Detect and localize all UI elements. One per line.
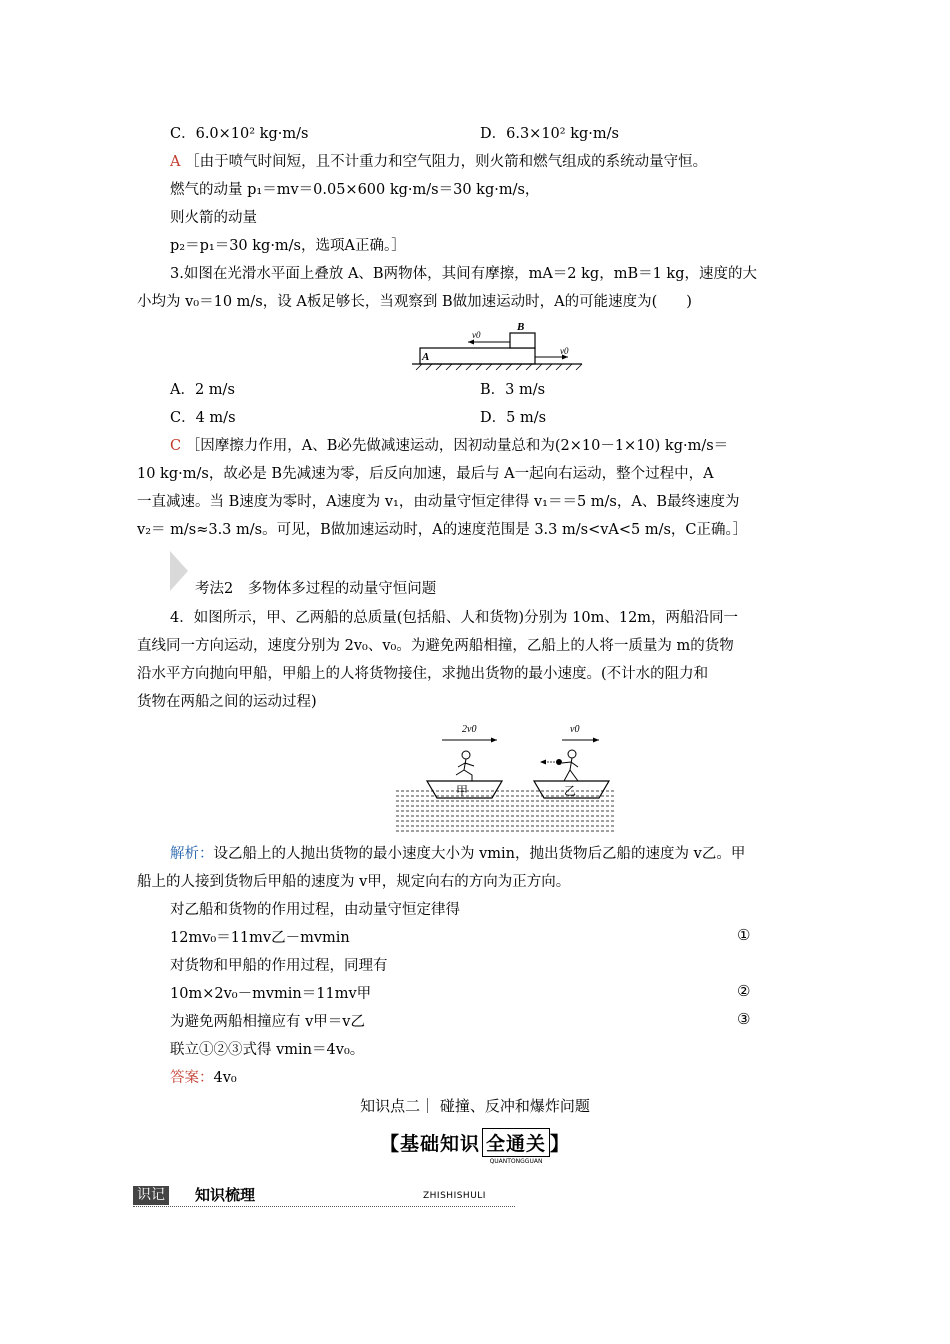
solution-3-line-2: 10 kg·m/s，故必是 B先减速为零，后反向加速，最后与 A一起向右运动，整个过程中，A bbox=[137, 466, 714, 482]
banner-highlight-text: 全通关 bbox=[486, 1133, 547, 1155]
boat-yi-label: 乙 bbox=[564, 784, 577, 798]
option-c: C．4 m/s bbox=[170, 410, 236, 426]
option-c-prev: C．6.0×10² kg·m/s bbox=[170, 126, 309, 142]
equation-2: 10m×2v₀－mvmin＝11mv甲 bbox=[170, 986, 372, 1002]
banner-bracket-left: 【 bbox=[379, 1133, 400, 1155]
memorize-tag: 识记 bbox=[133, 1186, 169, 1205]
figure-blocks bbox=[410, 318, 585, 374]
option-d: D．5 m/s bbox=[480, 410, 547, 426]
cargo-ball bbox=[556, 759, 562, 765]
question-4-line-1: 4．如图所示，甲、乙两船的总质量(包括船、人和货物)分别为 10m、12m，两船沿同一 bbox=[170, 610, 739, 626]
section-marker-icon bbox=[170, 551, 188, 591]
analysis-label: 解析： bbox=[170, 846, 214, 862]
label-v0: v0 bbox=[570, 724, 580, 735]
arrowhead-2v0 bbox=[491, 738, 497, 743]
label-2v0: 2v0 bbox=[462, 724, 477, 735]
answer-text: ［由于喷气时间短，且不计重力和空气阻力，则火箭和燃气组成的系统动量守恒。 bbox=[185, 154, 708, 170]
banner-bracket-right: 】 bbox=[550, 1133, 571, 1155]
person-jia-icon bbox=[456, 751, 474, 781]
equation-2-number: ② bbox=[737, 982, 751, 1000]
ground-hatch bbox=[416, 364, 582, 370]
answer-line-3: 则火箭的动量 bbox=[170, 210, 257, 226]
answer-letter: A bbox=[170, 154, 181, 170]
answer-value: 4v₀ bbox=[213, 1070, 237, 1086]
basic-knowledge-banner bbox=[0, 1128, 950, 1165]
equation-3: 为避免两船相撞应有 v甲＝v乙 bbox=[170, 1014, 365, 1030]
answer-line-2: 燃气的动量 p₁＝mv＝0.05×600 kg·m/s＝30 kg·m/s， bbox=[170, 182, 540, 198]
answer-line-4: p₂＝p₁＝30 kg·m/s，选项A正确。］ bbox=[170, 238, 406, 254]
label-v0-top: v0 bbox=[472, 330, 481, 340]
option-a: A．2 m/s bbox=[170, 382, 235, 398]
arrowhead-v0 bbox=[593, 738, 599, 743]
arrowhead-left bbox=[468, 340, 474, 345]
analysis-line-5: 联立①②③式得 vmin＝4v₀。 bbox=[170, 1042, 365, 1058]
analysis-line-4: 对货物和甲船的作用过程，同理有 bbox=[170, 958, 388, 974]
analysis-line-3: 对乙船和货物的作用过程，由动量守恒定律得 bbox=[170, 902, 460, 918]
equation-1-number: ① bbox=[737, 926, 751, 944]
option-b: B．3 m/s bbox=[480, 382, 546, 398]
solution-text: ［因摩擦力作用，A、B必先做减速运动，因初动量总和为(2×10－1×10) kg·m/s＝ bbox=[185, 438, 729, 454]
solution-3-line-4: v₂＝ m/s≈3.3 m/s。可见，B做加速运动时，A的速度范围是 3.3 m/s<vA<5 m/s，C正确。］ bbox=[137, 522, 748, 538]
solution-3-line-1 bbox=[170, 436, 728, 456]
knowledge-summary-header bbox=[133, 1186, 515, 1207]
equation-1: 12mv₀＝11mv乙－mvmin bbox=[170, 930, 350, 946]
answer-line-1 bbox=[170, 152, 707, 172]
knowledge-point-2-heading: 知识点二｜ 碰撞、反冲和爆炸问题 bbox=[360, 1097, 590, 1115]
analysis-line-1 bbox=[170, 844, 745, 864]
question-4-line-3: 沿水平方向抛向甲船，甲船上的人将货物接住，求抛出货物的最小速度。(不计水的阻力和 bbox=[137, 666, 709, 682]
label-v0-right: v0 bbox=[560, 346, 569, 356]
figure-boats bbox=[392, 718, 618, 836]
question-3-line-1: 3.如图在光滑水平面上叠放 A、B两物体，其间有摩擦，mA＝2 kg，mB＝1 kg，速度的大 bbox=[170, 266, 757, 282]
analysis-line-2: 船上的人接到货物后甲船的速度为 v甲，规定向右的方向为正方向。 bbox=[137, 874, 571, 890]
knowledge-summary-pinyin: ZHISHISHULI bbox=[423, 1191, 486, 1201]
solution-3-line-3: 一直减速。当 B速度为零时，A速度为 v₁，由动量守恒定律得 v₁＝＝5 m/s，A、B最终速度为 bbox=[137, 494, 740, 510]
question-3-line-2: 小均为 v₀＝10 m/s，设 A板足够长，当观察到 B做加速运动时，A的可能速度为( ) bbox=[137, 294, 692, 310]
answer-label: 答案： bbox=[170, 1070, 214, 1086]
knowledge-summary-title: 知识梳理 bbox=[195, 1186, 256, 1204]
banner-pinyin: QUANTONGGUAN bbox=[489, 1158, 543, 1165]
plank-a bbox=[420, 348, 535, 364]
question-4-line-4: 货物在两船之间的运动过程) bbox=[137, 694, 317, 710]
boat-jia-label: 甲 bbox=[456, 784, 469, 798]
person-yi-icon bbox=[562, 750, 578, 781]
label-b: B bbox=[517, 321, 525, 333]
block-b bbox=[510, 333, 535, 348]
label-a: A bbox=[422, 351, 430, 363]
answer-line bbox=[170, 1068, 237, 1088]
cargo-arrowhead bbox=[540, 760, 546, 765]
solution-letter: C bbox=[170, 438, 182, 454]
equation-3-number: ③ bbox=[737, 1010, 751, 1028]
method-2-heading: 考法2 多物体多过程的动量守恒问题 bbox=[195, 581, 437, 597]
banner-highlight bbox=[482, 1128, 550, 1165]
banner-main: 基础知识 bbox=[399, 1133, 480, 1155]
question-4-line-2: 直线同一方向运动，速度分别为 2v₀、v₀。为避免两船相撞，乙船上的人将一质量为 m的货物 bbox=[137, 638, 734, 654]
analysis-text-1: 设乙船上的人抛出货物的最小速度大小为 vmin，抛出货物后乙船的速度为 v乙。甲 bbox=[213, 846, 746, 862]
option-d-prev: D．6.3×10² kg·m/s bbox=[480, 126, 619, 142]
